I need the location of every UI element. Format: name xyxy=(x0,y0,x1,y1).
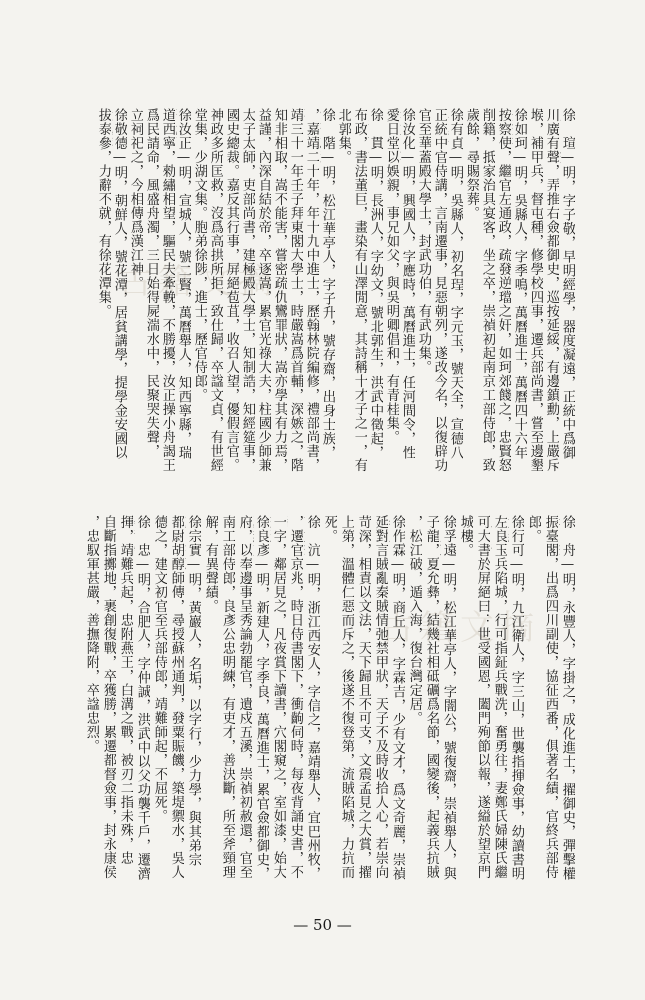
text-column: 德之，建文初官至兵部侍郎，靖難師起，不屈死。 xyxy=(152,515,167,823)
text-column: 徐孚遠—明，松江華亭人，字闇公，號復齋，崇禎舉人，與 xyxy=(441,515,456,881)
text-column: 徐 舟—明，永豐人，字掛之，成化進士，擢御史，彈擊權 xyxy=(560,515,575,881)
text-column: 北郭集。 xyxy=(336,108,351,164)
text-column: 拔泰參，力辭不就，有徐花潭集。 xyxy=(96,108,111,318)
text-column: 堠，補甲兵，督屯種，修學校四事，遷兵部尚書，嘗至邊墾 xyxy=(528,108,543,472)
text-column: ，忠馭軍甚嚴，善撫降附，卒諡忠烈。 xyxy=(84,515,99,753)
text-column: 徐 沆—明，浙江西安人，字信之，嘉靖舉人，宜巴州牧， xyxy=(305,515,320,881)
text-column: 徐 階—明，松江華亭人，字子升，號存齋，出身士族， xyxy=(320,108,335,460)
text-column: 徐行可—明，九江衛人，字三山，世襲指揮僉事，幼讀書明 xyxy=(509,515,524,881)
text-column: 太子太師，吏部尚書，建極殿大學士，知制誥，知經筵事， xyxy=(240,108,255,472)
text-column: 上第，溫體仁惡而斥之，後遂不復登第，流賊陷城，力抗而 xyxy=(339,515,354,879)
text-column: 徐汝化—明，興國人，字應時，萬曆進士，任河間令，性 xyxy=(400,108,415,460)
text-column: 徐宗實—明，黃巖人，名垢，以字行，少力學，與其弟宗 xyxy=(186,515,201,867)
text-column: 益謹，內深自結於帝，卒逐嵩，累官光祿大夫，柱國少師兼 xyxy=(256,108,271,472)
text-column: 徐有貞—明，吳縣人，初名珵，字元玉，號天全，宣德八 xyxy=(448,108,463,460)
text-column: 按察使，繼官左通政，疏發逆璫之奸，如珂郊餞之，忠賢怒 xyxy=(496,108,511,472)
text-column: 神政多所匡救，沒爲高拱所拒，致仕歸，卒諡文貞，有世經 xyxy=(208,108,223,472)
watermark: 古籍文摘 xyxy=(380,608,540,648)
text-column: 削籍，抵家治具宴客，坐之卒，崇禎初起南京工部侍郎，致 xyxy=(480,108,495,472)
text-column: 徐 瑄—明，字子敬，早明經學，器度凝遠，正統中爲御 xyxy=(560,108,575,460)
watermark: 古籍文摘 xyxy=(118,262,278,302)
text-column: 延對言賊亂秦賊情弛禁甲狀，天子不及時收拾人心，若崇向 xyxy=(373,515,388,879)
text-column: 徐良彥—明，新建人，字季良，萬曆進士，累官僉都御史， xyxy=(254,515,269,881)
text-column: 城樓。 xyxy=(458,515,473,557)
text-column: 徐汝正—明，宣城人，號二賢，萬曆舉人，知西寧縣，瑞 xyxy=(176,108,191,460)
text-column: 官至華蓋殿大學士，封武功伯，有武功集。 xyxy=(416,108,431,374)
page-number: — 50 — xyxy=(293,916,352,934)
text-column: 郎。 xyxy=(526,515,541,543)
text-column: 左良玉兵陷城，行可指鉦兵戰洗，奮勇往，妻鄭氏婦陳氏繼 xyxy=(492,515,507,879)
text-column: 一字，鄰居見之，凡夜賞下讀書，穴閣窺之，室如漆，始大 xyxy=(271,515,286,879)
text-column: 靖三十一年壬子拜東閣大學士，時嚴嵩爲首輔，深嫉之，階 xyxy=(288,108,303,472)
text-column: 死。 xyxy=(322,515,337,543)
text-column: 都尉胡醇師傳，尋授蘇州通判，發粟賑饑，築堤禦水，吳人 xyxy=(169,515,184,879)
text-column: 徐敬德—明，朝鮮人，號花潭，居貧講學，提學金安國以 xyxy=(112,108,127,460)
text-column: ，遷官京兆，時日侍書閣下，衝齣伺時，每夜背誦史書，不 xyxy=(288,515,303,879)
text-column: 揮，靖難兵起，忠附燕王，白溝之戰，被刃二指未殊，忠 xyxy=(118,515,133,865)
top-text-block xyxy=(70,108,575,473)
text-column: 苛深，相責以文法，天下歸且不可支，文震孟見之大賞，擢 xyxy=(356,515,371,879)
text-column: 國史總裁。嘉反其行事，屏絕苞苴，收召人望，優假言官。 xyxy=(224,108,239,472)
text-column: 子龍，夏允彝，結幾社相砥礪爲名節，國變後，起義兵抗賊 xyxy=(424,515,439,879)
text-column: 道西寧，勑繡相望，驅民夫牽輓，不勝擾，汝正操小舟謁王 xyxy=(160,108,175,472)
text-column: 愛日堂以娛親，事兄如父，與吳明卿倡和，有青桂集。 xyxy=(384,108,399,444)
text-column: 知非相取，嵩不能害，嘗密疏仇鸞罪狀，嵩亦學其有力焉， xyxy=(272,108,287,472)
text-column: 川廣有聲，弄推右僉都御史，巡按延綏，有邊鎮勳，上嚴斥 xyxy=(544,108,559,472)
text-column: 振臺閣，出爲四川副使，協征西番，俱著名績，官終兵部侍 xyxy=(543,515,558,879)
text-column: 解，有異聲績。 xyxy=(203,515,218,613)
text-column: 徐 忠—明，合肥人，字仲誠，洪武中以父功襲千戶，遷濟 xyxy=(135,515,150,881)
text-column: 南工部侍郎，良彥公忠明練，有吏才，善決斷，所至斧頸理 xyxy=(220,515,235,879)
text-column: 徐作霖—明，商丘人，字霖吉，少有文才，爲文奇麗，崇禎 xyxy=(390,515,405,881)
text-column: 府，以奉邊事呈秀論勃罷官，遺戍五溪，崇禎初赦還，官至 xyxy=(237,515,252,879)
text-column: 可大書於屏絕曰：世受國恩，闔門殉節以報，遂縊於望京門 xyxy=(475,515,490,879)
text-column: ，嘉靖二十年，年十九中進士，歷翰林院編修，禮部尚書， xyxy=(304,108,319,472)
text-column: 堂集，少湖文集。胞弟徐陟，進士，歷官侍郎。 xyxy=(192,108,207,402)
text-column: 正統中官侍講，言南遷事，見惡朝列，遂改今名，以復辟功 xyxy=(432,108,447,472)
text-column: 歲餘，尋賜祭葬。 xyxy=(464,108,479,220)
text-column: 徐 貫—明，長洲人，字幼文，號北郭生，洪武中徵起， xyxy=(368,108,383,460)
bottom-text-block xyxy=(70,515,575,887)
text-column: 自斷指擲地，裹創復戰，卒獲勝，累遷都督僉事，封永康侯 xyxy=(101,515,116,879)
text-column: 立祠祀之，今相傳爲漢江神。 xyxy=(128,108,143,290)
text-column: 徐如珂—明，吳縣人，字季鳴，萬曆進士，萬曆四十六年 xyxy=(512,108,527,460)
text-column: ，松江破，遁入海，復台灣定居。 xyxy=(407,515,422,725)
text-column: 爲民請命，風盛舟濁，三日始得屍湍水中，民聚哭失聲， xyxy=(144,108,159,458)
text-column: 布政，書法董巨，畫染有山澤閒意，其詩稱十才子之一，有 xyxy=(352,108,367,472)
